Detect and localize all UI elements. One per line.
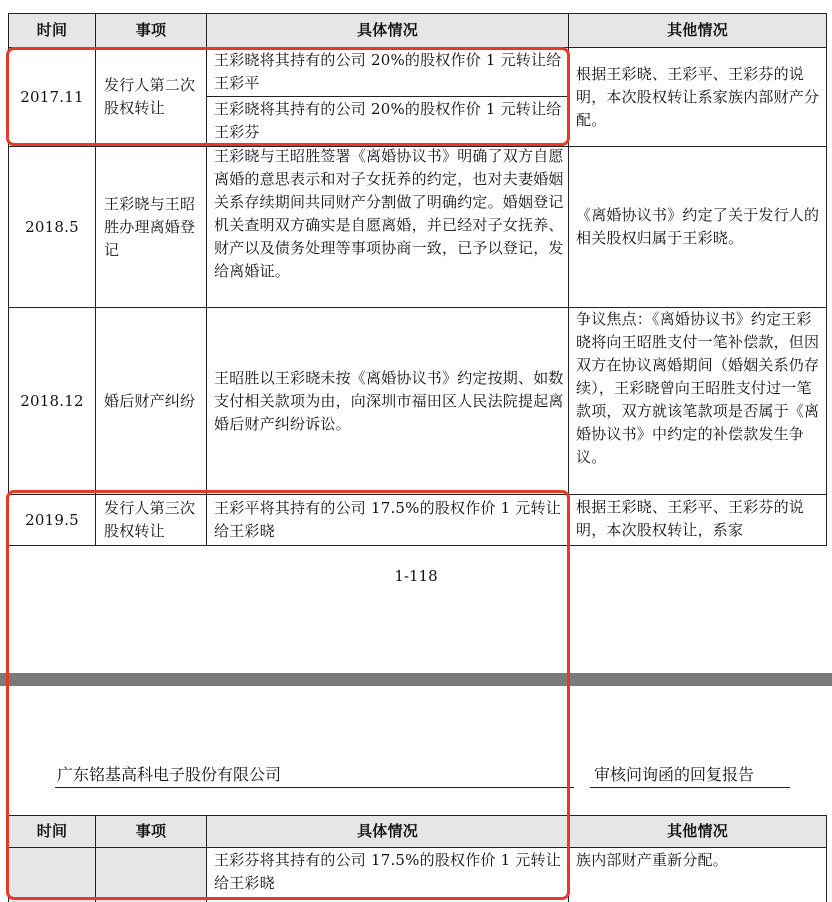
- row1-detail-a: 王彩晓将其持有的公司 20%的股权作价 1 元转让给王彩平: [214, 51, 562, 92]
- company-name: 广东铭基高科电子股份有限公司: [57, 765, 282, 784]
- row2-detail: 王彩晓与王昭胜签署《离婚协议书》明确了双方自愿离婚的意思表示和对子女抚养的约定，也对夫妻婚姻关系存续期间共同财产分割做了明确约定。婚姻登记机关查明双方确实是自愿离婚，并已经对子女抚养、财产以及债务处理等事项协商一致，已予以登记，发给离婚证。: [214, 147, 564, 280]
- bottom-header-details: 具体情况: [357, 822, 418, 840]
- highlight-box-2017: [6, 47, 570, 146]
- row3-item: 婚后财产纠纷: [104, 391, 196, 410]
- row3-time: 2018.12: [20, 391, 84, 410]
- row1-detail-b: 王彩晓将其持有的公司 20%的股权作价 1 元转让给王彩芬: [214, 100, 562, 141]
- row4-detail: 王彩平将其持有的公司 17.5%的股权作价 1 元转让给王彩晓: [214, 499, 561, 540]
- bottom-header-other: 其他情况: [667, 822, 728, 840]
- row4-time: 2019.5: [25, 510, 79, 529]
- bottom-row-other: 族内部财产重新分配。: [576, 851, 729, 869]
- row4-other: 根据王彩晓、王彩平、王彩芬的说明，本次股权转让，系家: [576, 498, 805, 539]
- row3-detail: 王昭胜以王彩晓未按《离婚协议书》约定按期、如数支付相关款项为由，向深圳市福田区人民法院提起离婚后财产纠纷诉讼。: [214, 368, 564, 433]
- bottom-header-time: 时间: [36, 822, 68, 840]
- row3-other: 争议焦点：《离婚协议书》约定王彩晓将向王昭胜支付一笔补偿款，但因双方在协议离婚期间（婚姻关系仍存续），王彩晓曾向王昭胜支付过一笔款项，双方就该笔款项是否属于《离婚协议书》中约定的补偿款发生争议。: [576, 310, 820, 466]
- row1-time: 2017.11: [20, 87, 84, 106]
- highlight-box-2019: [6, 490, 570, 900]
- bottom-row-detail: 王彩芬将其持有的公司 17.5%的股权作价 1 元转让给王彩晓: [214, 851, 561, 892]
- footer-underline-right: [590, 787, 790, 788]
- report-title: 审核问询函的回复报告: [594, 765, 755, 784]
- row2-other: 《离婚协议书》约定了关于发行人的相关股权归属于王彩晓。: [576, 206, 820, 247]
- row4-item: 发行人第三次股权转让: [104, 499, 196, 540]
- header-item: 事项: [135, 21, 167, 39]
- row2-time: 2018.5: [25, 217, 79, 236]
- bottom-header-item: 事项: [135, 822, 167, 840]
- row1-item: 发行人第二次股权转让: [104, 76, 196, 117]
- header-other: 其他情况: [667, 21, 728, 39]
- header-details: 具体情况: [357, 21, 418, 39]
- row2-item: 王彩晓与王昭胜办理离婚登记: [104, 194, 196, 259]
- row1-other: 根据王彩晓、王彩平、王彩芬的说明，本次股权转让系家族内部财产分配。: [576, 64, 820, 129]
- page-number: 1-118: [394, 567, 438, 585]
- header-time: 时间: [36, 21, 68, 39]
